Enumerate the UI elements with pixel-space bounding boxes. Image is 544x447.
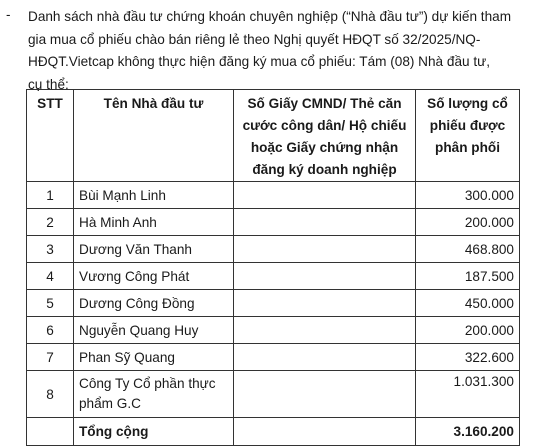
cell-stt: 2 <box>27 209 74 236</box>
cell-name-line: Công Ty Cổ phần thực <box>79 376 216 391</box>
cell-stt: 8 <box>27 371 74 418</box>
intro-line: HĐQT.Vietcap không thực hiện đăng ký mua cổ phiếu: Tám (08) Nhà đầu tư, <box>28 54 491 69</box>
table-row <box>27 290 520 317</box>
header-qty-line: Số lượng cổ <box>427 96 508 111</box>
cell-qty: 450.000 <box>416 290 520 317</box>
header-id-line: hoặc Giấy chứng nhận <box>250 140 399 155</box>
header-qty <box>416 90 520 182</box>
cell-stt: 7 <box>27 344 74 371</box>
cell-id <box>234 209 416 236</box>
cell-id <box>234 290 416 317</box>
table-row <box>27 344 520 371</box>
cell-name: Vương Công Phát <box>74 263 234 290</box>
table-row <box>27 209 520 236</box>
header-qty-line: phiếu được <box>429 118 506 133</box>
intro-line: cụ thể: <box>28 76 69 92</box>
intro-text <box>28 6 528 96</box>
cell-total-id-empty <box>234 418 416 446</box>
header-qty-line: phân phối <box>435 140 500 155</box>
investor-table <box>26 89 520 446</box>
bullet-dash: - <box>6 7 11 22</box>
cell-name: Dương Văn Thanh <box>74 236 234 263</box>
header-id-line: đăng ký doanh nghiệp <box>252 162 397 177</box>
cell-stt: 6 <box>27 317 74 344</box>
cell-qty: 468.800 <box>416 236 520 263</box>
cell-name: Nguyễn Quang Huy <box>74 317 234 344</box>
table-header-row <box>27 90 520 182</box>
cell-stt: 5 <box>27 290 74 317</box>
table-row <box>27 371 520 418</box>
cell-qty: 1.031.300 <box>416 371 520 418</box>
table-row <box>27 236 520 263</box>
cell-name: Dương Công Đồng <box>74 290 234 317</box>
total-label: Tổng cộng <box>74 418 234 446</box>
intro-line: gia mua cổ phiếu chào bán riêng lẻ theo Nghị quyết HĐQT số 32/2025/NQ- <box>28 31 481 47</box>
cell-qty: 200.000 <box>416 317 520 344</box>
cell-total-empty <box>27 418 74 446</box>
table-row <box>27 263 520 290</box>
total-qty: 3.160.200 <box>416 418 520 446</box>
cell-id <box>234 182 416 209</box>
cell-qty: 187.500 <box>416 263 520 290</box>
cell-stt: 3 <box>27 236 74 263</box>
cell-name: Phan Sỹ Quang <box>74 344 234 371</box>
header-id-line: Số Giấy CMND/ Thẻ căn <box>247 96 402 111</box>
cell-id <box>234 344 416 371</box>
cell-qty: 300.000 <box>416 182 520 209</box>
cell-qty: 322.600 <box>416 344 520 371</box>
cell-stt: 1 <box>27 182 74 209</box>
cell-id <box>234 317 416 344</box>
header-id-line: cước công dân/ Hộ chiếu <box>242 118 407 133</box>
cell-name-line: phẩm G.C <box>79 396 141 411</box>
cell-name <box>74 371 234 418</box>
cell-stt: 4 <box>27 263 74 290</box>
table-row <box>27 317 520 344</box>
cell-name: Hà Minh Anh <box>74 209 234 236</box>
cell-name: Bùi Mạnh Linh <box>74 182 234 209</box>
header-name: Tên Nhà đầu tư <box>74 90 234 182</box>
cell-id <box>234 236 416 263</box>
header-stt: STT <box>27 90 74 182</box>
cell-id <box>234 263 416 290</box>
intro-line: Danh sách nhà đầu tư chứng khoán chuyên nghiệp (“Nhà đầu tư”) dự kiến tham <box>28 9 512 24</box>
cell-id <box>234 371 416 418</box>
table-row <box>27 182 520 209</box>
cell-qty: 200.000 <box>416 209 520 236</box>
header-id <box>234 90 416 182</box>
table-total-row <box>27 418 520 446</box>
